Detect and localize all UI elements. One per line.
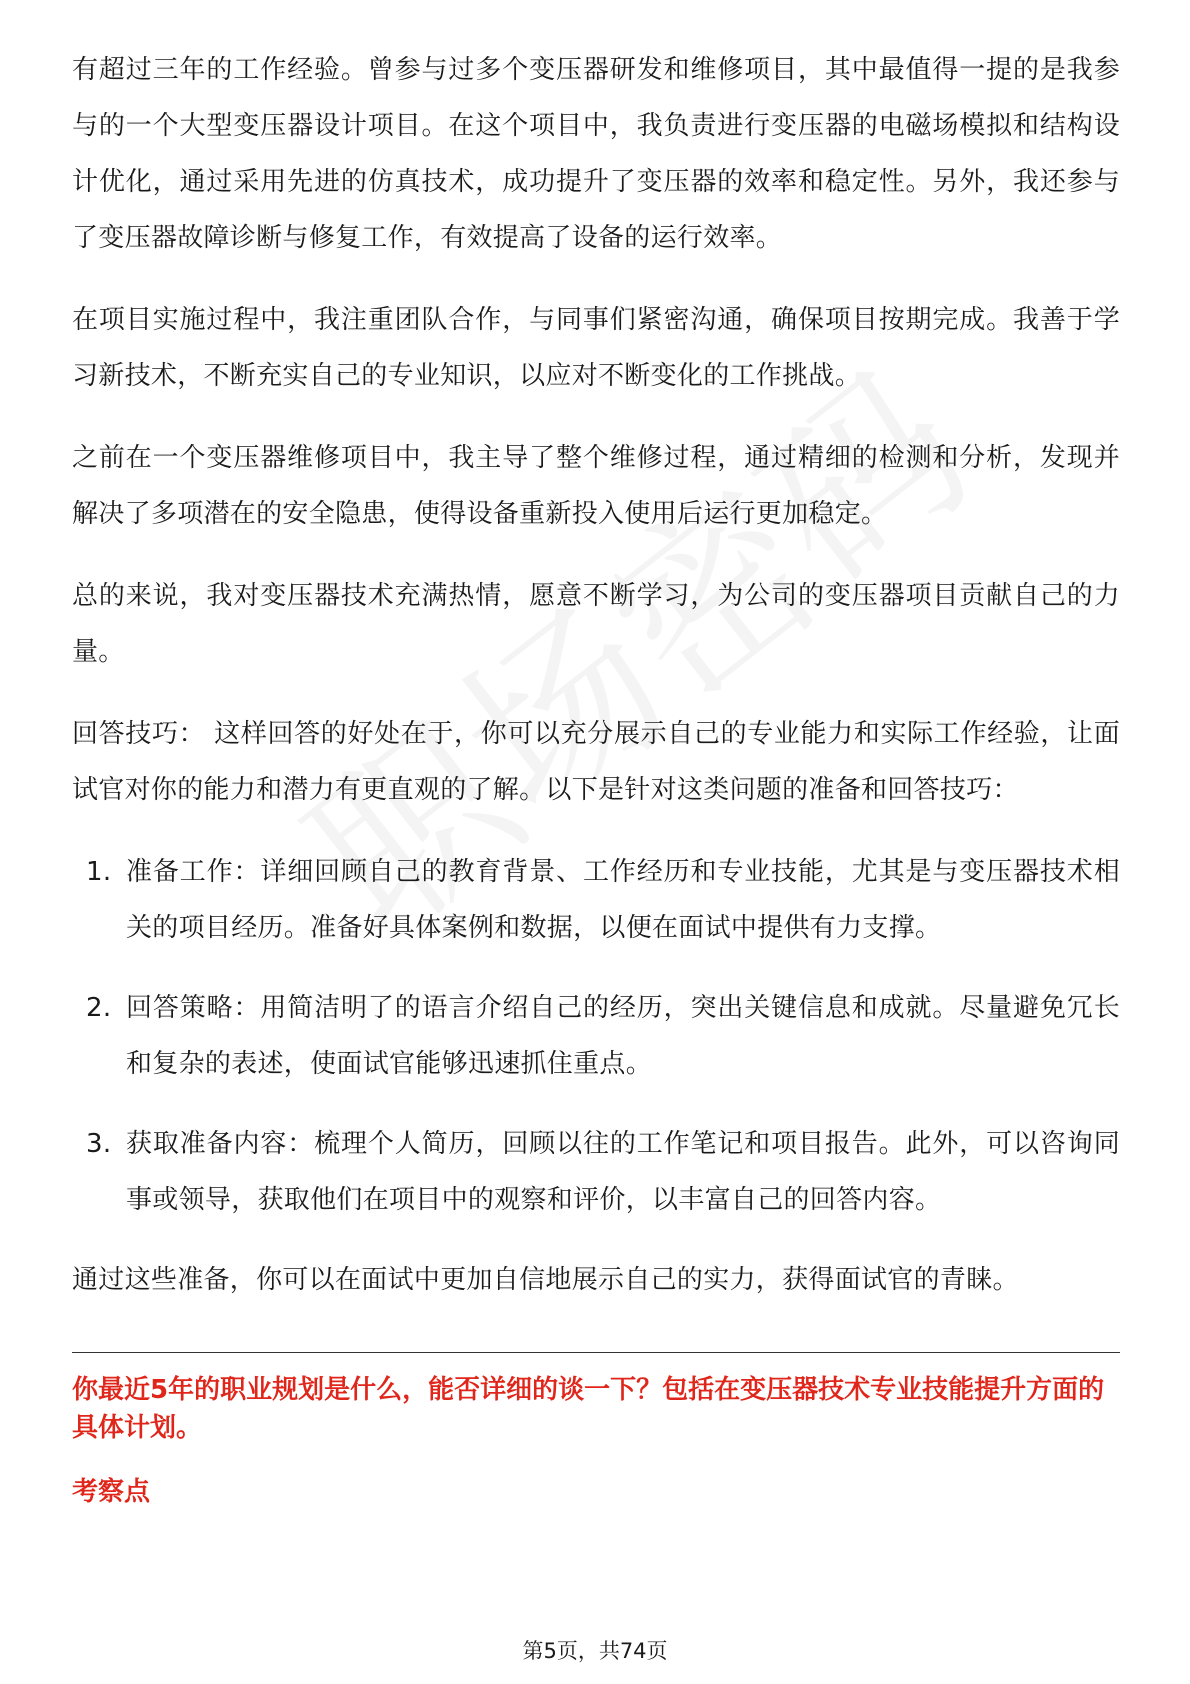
list-item-text: 准备工作：详细回顾自己的教育背景、工作经历和专业技能，尤其是与变压器技术相关的项目经历。准备好具体案例和数据，以便在面试中提供有力支撑。 xyxy=(126,857,1120,943)
list-item xyxy=(72,980,1120,1092)
page-content xyxy=(72,42,1120,1511)
list-item-text: 获取准备内容：梳理个人简历，回顾以往的工作笔记和项目报告。此外，可以咨询同事或领导，获取他们在项目中的观察和评价，以丰富自己的回答内容。 xyxy=(126,1129,1120,1215)
paragraph-experience: 有超过三年的工作经验。曾参与过多个变压器研发和维修项目，其中最值得一提的是我参与的一个大型变压器设计项目。在这个项目中，我负责进行变压器的电磁场模拟和结构设计优化，通过采用先进的仿真技术，成功提升了变压器的效率和稳定性。另外，我还参与了变压器故障诊断与修复工作，有效提高了设备的运行效率。 xyxy=(72,55,1120,253)
paragraph-summary: 总的来说，我对变压器技术充满热情，愿意不断学习，为公司的变压器项目贡献自己的力量。 xyxy=(72,581,1120,667)
paragraph-teamwork: 在项目实施过程中，我注重团队合作，与同事们紧密沟通，确保项目按期完成。我善于学习新技术，不断充实自己的专业知识，以应对不断变化的工作挑战。 xyxy=(72,305,1120,391)
next-question-heading: 你最近5年的职业规划是什么，能否详细的谈一下？包括在变压器技术专业技能提升方面的具体计划。 xyxy=(72,1375,1105,1443)
paragraph-answer-tips: 回答技巧： 这样回答的好处在于，你可以充分展示自己的专业能力和实际工作经验，让面试官对你的能力和潜力有更直观的了解。以下是针对这类问题的准备和回答技巧： xyxy=(72,719,1120,805)
paragraph-closing: 通过这些准备，你可以在面试中更加自信地展示自己的实力，获得面试官的青睐。 xyxy=(72,1265,1019,1295)
tips-list xyxy=(72,844,1120,1228)
list-item xyxy=(72,844,1120,956)
list-item-number: 1. xyxy=(86,857,112,887)
list-item-number: 2. xyxy=(86,993,112,1023)
list-item-number: 3. xyxy=(86,1129,112,1159)
page-number-footer: 第5页，共74页 xyxy=(522,1639,668,1663)
list-item-text: 回答策略：用简洁明了的语言介绍自己的经历，突出关键信息和成就。尽量避免冗长和复杂的表述，使面试官能够迅速抓住重点。 xyxy=(126,993,1120,1079)
list-item xyxy=(72,1116,1120,1228)
section-label-examination-points: 考察点 xyxy=(72,1477,151,1507)
paragraph-maintenance: 之前在一个变压器维修项目中，我主导了整个维修过程，通过精细的检测和分析，发现并解决了多项潜在的安全隐患，使得设备重新投入使用后运行更加稳定。 xyxy=(72,443,1120,529)
section-divider xyxy=(72,1352,1120,1353)
